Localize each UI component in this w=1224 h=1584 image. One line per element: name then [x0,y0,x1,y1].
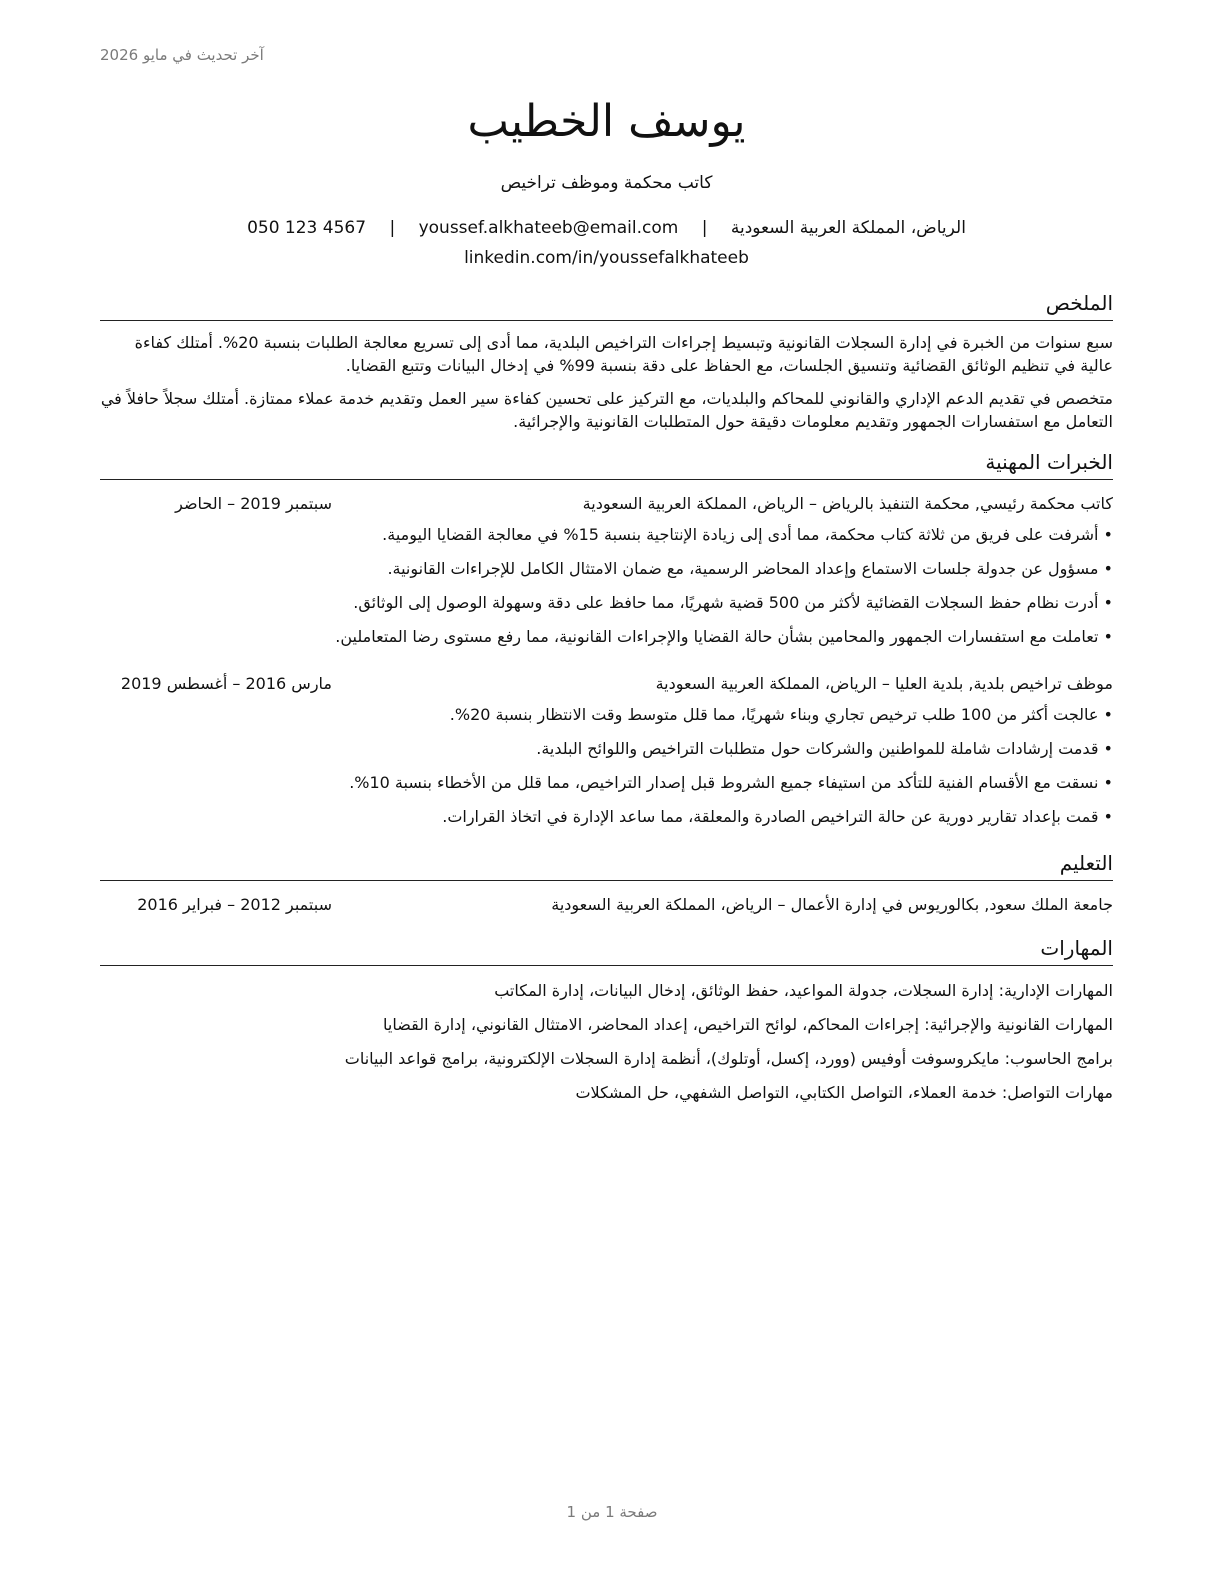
job-bullets [100,698,1113,834]
contact-separator: | [389,218,396,238]
job-title: كاتب محكمة رئيسي, محكمة التنفيذ بالرياض – الرياض، المملكة العربية السعودية [582,494,1113,513]
job-entry [100,490,1113,654]
linkedin-link[interactable]: linkedin.com/in/youssefalkhateeb [464,248,749,268]
skills-line: المهارات الإدارية: إدارة السجلات، جدولة المواعيد، حفظ الوثائق، إدخال البيانات، إدارة المكاتب [494,981,1113,1000]
contact-line [100,214,1113,242]
list-item: • نسقت مع الأقسام الفنية للتأكد من استيفاء جميع الشروط قبل إصدار التراخيص، مما قلل من الأخطاء بنسبة 10%. [100,766,1113,800]
job-dates: مارس 2016 – أغسطس 2019 [120,674,332,693]
candidate-name: يوسف الخطيب [467,96,746,147]
skills-line: مهارات التواصل: خدمة العملاء، التواصل الكتابي، التواصل الشفهي، حل المشكلات [575,1083,1113,1102]
education-heading: التعليم [100,848,1113,881]
list-item: • مسؤول عن جدولة جلسات الاستماع وإعداد المحاضر الرسمية، مع ضمان الامتثال الكامل للإجراءات القانونية. [100,552,1113,586]
job-title: موظف تراخيص بلدية, بلدية العليا – الرياض، المملكة العربية السعودية [655,674,1113,693]
contact-email[interactable]: youssef.alkhateeb@email.com [418,218,679,238]
education-entry [100,891,1113,919]
education-institution: جامعة الملك سعود, بكالوريوس في إدارة الأعمال – الرياض، المملكة العربية السعودية [551,895,1113,914]
list-item: • قدمت إرشادات شاملة للمواطنين والشركات حول متطلبات التراخيص واللوائح البلدية. [100,732,1113,766]
contact-separator: | [701,218,708,238]
contact-phone: 050 123 4567 [247,218,367,238]
list-item: • عالجت أكثر من 100 طلب ترخيص تجاري وبناء شهريًا، مما قلل متوسط وقت الانتظار بنسبة 20%. [100,698,1113,732]
last-updated-note: آخر تحديث في مايو 2026 [100,46,264,64]
job-dates: سبتمبر 2019 – الحاضر [175,494,332,513]
skills-heading: المهارات [100,933,1113,966]
experience-heading: الخبرات المهنية [100,447,1113,480]
skills-line: برامج الحاسوب: مايكروسوفت أوفيس (وورد، إكسل، أوتلوك)، أنظمة إدارة السجلات الإلكترونية، برامج قواعد البيانات [344,1049,1113,1068]
education-row [100,891,1113,919]
skills-line: المهارات القانونية والإجرائية: إجراءات المحاكم، لوائح التراخيص، إعداد المحاضر، الامتثال القانوني، إدارة القضايا [383,1015,1113,1034]
resume-page [100,90,1113,1110]
job-header [100,670,1113,698]
job-bullets [100,518,1113,654]
list-item: • أدرت نظام حفظ السجلات القضائية لأكثر من 500 قضية شهريًا، مما حافظ على دقة وسهولة الوصول إلى الوثائق. [100,586,1113,620]
list-item: • قمت بإعداد تقارير دورية عن حالة التراخيص الصادرة والمعلقة، مما ساعد الإدارة في اتخاذ القرارات. [100,800,1113,834]
list-item: • تعاملت مع استفسارات الجمهور والمحامين بشأن حالة القضايا والإجراءات القانونية، مما رفع مستوى رضا المتعاملين. [100,620,1113,654]
summary-paragraph: متخصص في تقديم الدعم الإداري والقانوني للمحاكم والبلديات، مع التركيز على تحسين كفاءة سير العمل وتقديم خدمة عملاء ممتازة. أمتلك سجلاً حافلاً في التعامل مع استفسارات الجمهور وتقديم معلومات دقيقة حول المتطلبات القانونية والإجرائية. [100,389,1113,431]
contact-location: الرياض، المملكة العربية السعودية [730,218,966,238]
summary-heading: الملخص [100,288,1113,321]
list-item: • أشرفت على فريق من ثلاثة كتاب محكمة، مما أدى إلى زيادة الإنتاجية بنسبة 15% في معالجة القضايا اليومية. [100,518,1113,552]
job-entry [100,670,1113,834]
page-number: صفحة 1 من 1 [566,1503,658,1521]
skills-list [100,974,1113,1110]
job-header [100,490,1113,518]
candidate-title: كاتب محكمة وموظف تراخيص [500,173,713,193]
summary-paragraph: سبع سنوات من الخبرة في إدارة السجلات القانونية وتبسيط إجراءات التراخيص البلدية، مما أدى إلى تسريع معالجة الطلبات بنسبة 20%. أمتلك كفاءة عالية في تنظيم الوثائق القضائية وتنسيق الجلسات، مع الحفاظ على دقة بنسبة 99% في إدخال البيانات وتتبع القضايا. [134,333,1113,375]
education-dates: سبتمبر 2012 – فبراير 2016 [137,895,332,914]
